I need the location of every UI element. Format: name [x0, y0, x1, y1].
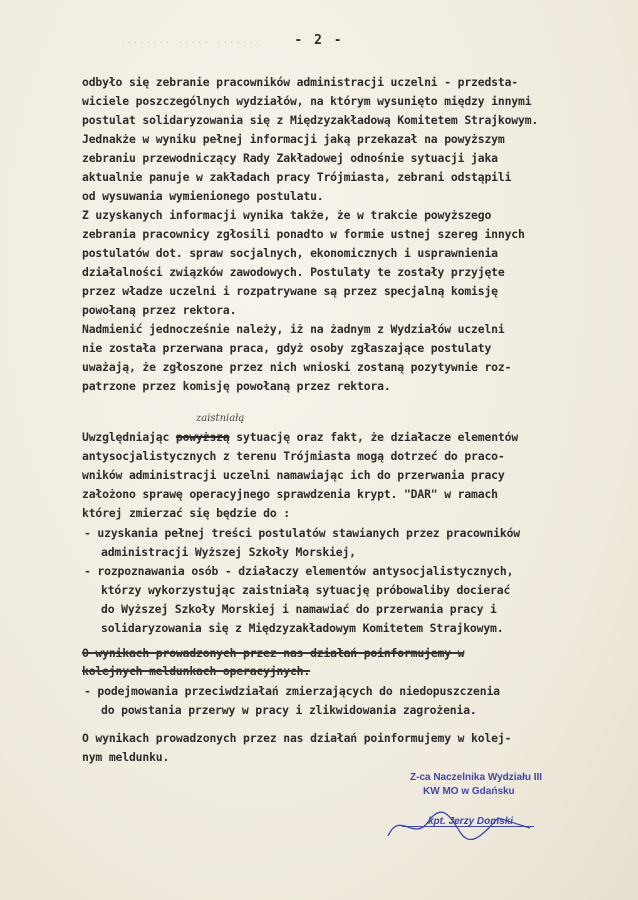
text-line: Nadmienić jednocześnie należy, iż na żadnym z Wydziałów uczelni	[82, 322, 505, 336]
text-line: patrzone przez komisję powołaną przez rektora.	[82, 379, 391, 393]
text-line: Jednakże w wyniku pełnej informacji jaką przekazał na powyższym	[82, 132, 505, 146]
text-line: postulatów dot. spraw socjalnych, ekonomicznych i usprawnienia	[82, 246, 498, 260]
page-number: - 2 -	[294, 33, 344, 48]
list-item-continuation: solidaryzowania się z Międzyzakładowym Komitetem Strajkowym.	[101, 621, 504, 635]
text-line: uważają, że zgłoszone przez nich wnioski zostaną pozytywnie roz-	[82, 360, 512, 374]
bleed-through-text: ........ ..... .......	[120, 36, 262, 46]
list-item-continuation: administracji Wyższej Szkoły Morskiej,	[101, 545, 356, 559]
handwritten-correction: zaistniałą	[196, 413, 245, 424]
text-line: zebraniu przewodniczący Rady Zakładowej odnośnie sytuacji jaka	[82, 151, 498, 165]
text-line: odbyło się zebranie pracowników administracji uczelni - przedsta-	[82, 75, 519, 89]
stamp-office: KW MO w Gdańsku	[423, 786, 515, 797]
text-line: założono sprawę operacyjnego sprawdzenia krypt. "DAR" w ramach	[82, 487, 498, 501]
text-line: powołaną przez rektora.	[82, 303, 237, 317]
text-line: zebrania pracownicy zgłosili ponadto w formie ustnej szereg innych	[82, 227, 525, 241]
stamp-title: Z-ca Naczelnika Wydziału III	[410, 772, 543, 783]
text-line: której zmierzać się będzie do :	[82, 506, 290, 520]
list-item: - podejmowania przeciwdziałań zmierzających do niedopuszczenia	[84, 684, 500, 698]
text-line: wników administracji uczelni namawiając ich do przerwania pracy	[82, 468, 505, 482]
text-line: O wynikach prowadzonych przez nas działań poinformujemy w kolej-	[82, 731, 512, 745]
struck-word: powyższą	[175, 430, 230, 444]
list-item-continuation: do powstania przerwy w pracy i zlikwidowania zagrożenia.	[101, 703, 477, 717]
list-item: - rozpoznawania osób - działaczy elementów antysocjalistycznych,	[84, 564, 514, 578]
text-segment: sytuację oraz fakt, że działacze elementów	[229, 430, 519, 444]
text-line: od wysuwania wymienionego postulatu.	[82, 189, 324, 203]
text-line: nym meldunku.	[82, 750, 170, 764]
text-line: przez władze uczelni i rozpatrywane są przez specjalną komisję	[82, 284, 498, 298]
text-line: aktualnie panuje w zakładach pracy Trójmiasta, zebrani odstąpili	[82, 170, 512, 184]
text-line: postulat solidaryzowania się z Międzyzakładową Komitetem Strajkowym.	[82, 113, 539, 127]
list-item-continuation: do Wyższej Szkoły Morskiej i namawiać do przerwania pracy i	[101, 602, 497, 616]
text-segment: Uwzględniając	[82, 430, 176, 444]
text-line: działalności związków zawodowych. Postulaty te zostały przyjęte	[82, 265, 505, 279]
text-line: nie została przerwana praca, gdyż osoby zgłaszające postulaty	[82, 341, 492, 355]
list-item-continuation: którzy wykorzystując zaistniałą sytuację próbowaliby docierać	[101, 583, 511, 597]
list-item: - uzyskania pełnej treści postulatów stawianych przez pracowników	[84, 526, 521, 540]
stamp-signatory: kpt. Jerzy Domski	[428, 816, 514, 827]
struck-text-line: O wynikach prowadzonych przez nas działań poinformujemy w	[82, 646, 465, 660]
text-line	[82, 430, 518, 444]
text-line: Z uzyskanych informacji wynika także, że w trakcie powyższego	[82, 208, 492, 222]
text-line: antysocjalistycznych z terenu Trójmiasta mogą dotrzeć do praco-	[82, 449, 505, 463]
text-line: wiciele poszczególnych wydziałów, na którym wysunięto między innymi	[82, 94, 532, 108]
struck-text-line: kolejnych meldunkach operacyjnych.	[82, 664, 311, 678]
